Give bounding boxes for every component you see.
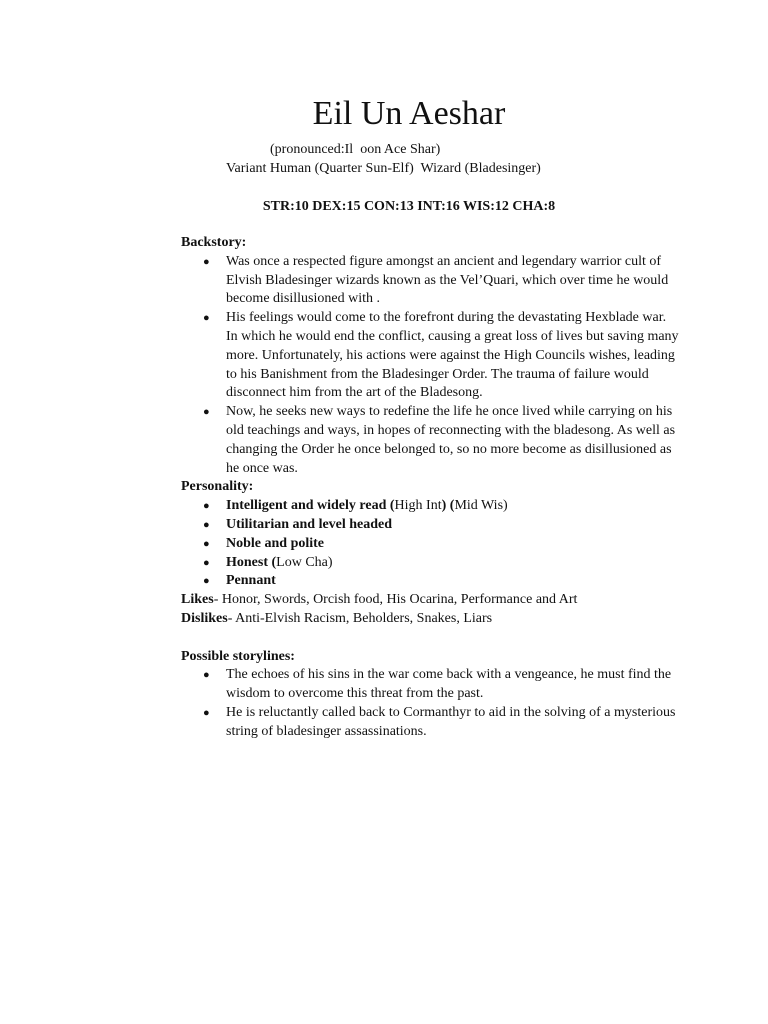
list-item: ● Was once a respected figure amongst an ancient and legendary warrior cult of Elvish Bladesinger wizards known as the Vel’Quari, which over time he would become disillusioned with . — [203, 253, 669, 307]
spacer — [181, 629, 681, 648]
ability-scores: STR:10 DEX:15 CON:13 INT:16 WIS:12 CHA:8 — [262, 199, 556, 214]
list-item — [181, 516, 681, 535]
personality-list — [181, 497, 681, 591]
storylines-heading: Possible storylines: — [181, 648, 295, 664]
backstory-heading: Backstory: — [181, 235, 247, 250]
list-item — [181, 535, 681, 554]
bullet-icon: ● — [203, 518, 210, 531]
dislikes-line: Dislikes- Anti-Elvish Racism, Beholders, Snakes, Liars — [181, 610, 493, 626]
trait: Noble and polite — [226, 535, 325, 551]
bullet-icon: ● — [203, 312, 210, 325]
backstory-list — [181, 253, 681, 479]
pronunciation: (pronounced:Il oon Ace Shar) — [270, 142, 441, 157]
bullet-icon: ● — [203, 255, 210, 268]
bullet-icon: ● — [203, 406, 210, 419]
bullet-icon: ● — [203, 500, 210, 513]
likes-line: Likes- Honor, Swords, Orcish food, His Ocarina, Performance and Art — [181, 592, 578, 608]
bullet-icon: ● — [203, 537, 210, 550]
trait: Intelligent and widely read — [226, 498, 387, 514]
personality-heading: Personality: — [181, 479, 254, 495]
list-item: ● Honest (Low Cha) — [181, 554, 681, 573]
trait: Pennant — [226, 573, 276, 589]
list-item: ● His feelings would come to the forefront during the devastating Hexblade war. In which he would end the conflict, causing a great loss of lives but saving many more. Unfortunately, his actions were against the High Councils wishes, leading to his Banishment from the Bladesinger Order. The trauma of failure would disconnect him from the art of the Bladesong. — [203, 310, 679, 401]
list-item: ● Now, he seeks new ways to redefine the life he once lived while carrying on his old teachings and ways, in hopes of reconnecting with the bladesong. As well as changing the Order he once belonged to, so no more become as disillusioned as he once was. — [203, 404, 676, 476]
trait: Honest — [226, 554, 268, 570]
document-body — [181, 234, 681, 742]
list-item: ● The echoes of his sins in the war come back with a vengeance, he must find the wisdom to overcome this threat from the past. — [203, 667, 672, 702]
bullet-icon: ● — [203, 556, 210, 569]
page-title: Eil Un Aeshar — [312, 95, 506, 132]
bullet-icon: ● — [203, 706, 210, 719]
trait: Utilitarian and level headed — [226, 516, 393, 532]
list-item: ● Intelligent and widely read (High Int) (Mid Wis) — [181, 497, 681, 516]
bullet-icon: ● — [203, 575, 210, 588]
bullet-icon: ● — [203, 669, 210, 682]
list-item: ● He is reluctantly called back to Cormanthyr to aid in the solving of a mysterious string of bladesinger assassinations. — [203, 704, 676, 739]
storylines-list — [181, 666, 681, 741]
race-class: Variant Human (Quarter Sun-Elf) Wizard (Bladesinger) — [226, 161, 541, 176]
list-item — [181, 572, 681, 591]
